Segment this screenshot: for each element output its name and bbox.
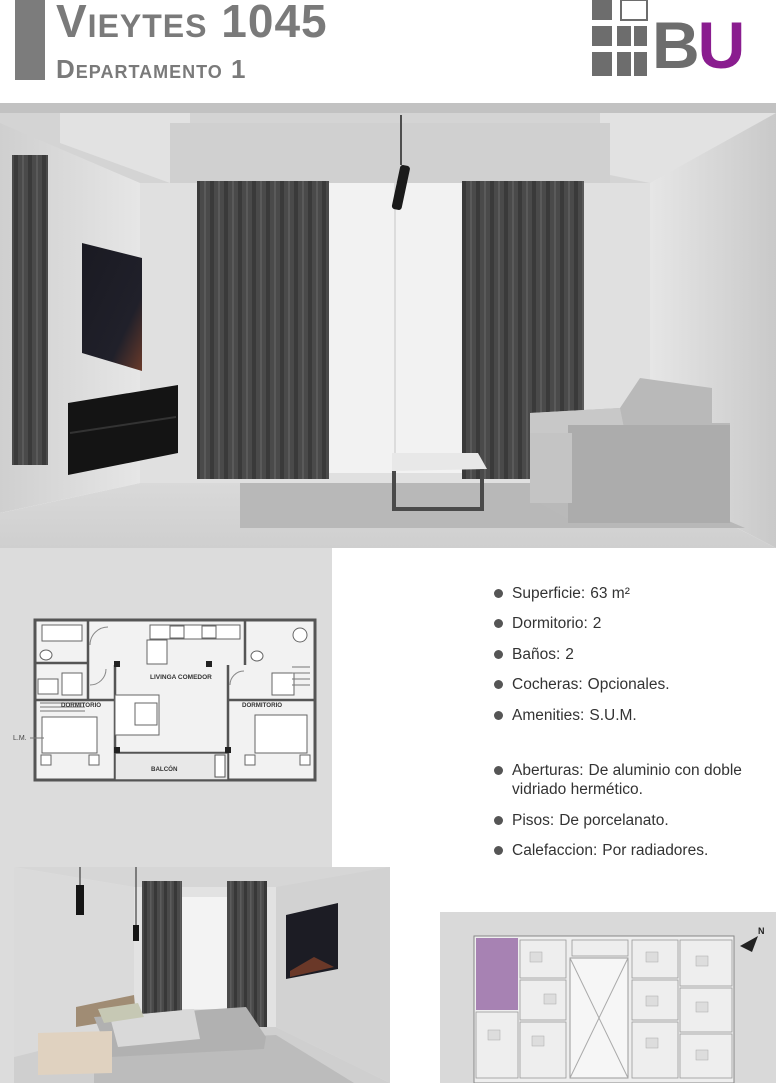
spec-item-surface: Superficie: 63 m² — [494, 584, 764, 603]
feature-item-floors: Pisos: De porcelanato. — [494, 811, 764, 830]
spec-item-bathrooms: Baños: 2 — [494, 645, 764, 664]
bullet-icon — [494, 846, 503, 855]
spec-item-bedrooms: Dormitorio: 2 — [494, 614, 764, 633]
feature-item-openings: Aberturas: De aluminio con doble vidriado hermético. — [494, 761, 764, 800]
room-label-living: LIVINGA COMEDOR — [150, 674, 212, 681]
bullet-icon — [494, 711, 503, 720]
page-subtitle: Departamento 1 — [56, 54, 247, 84]
bullet-icon — [494, 589, 503, 598]
bullet-icon — [494, 766, 503, 775]
specs-list — [494, 584, 764, 860]
room-label-bedroom-right: DORMITORIO — [242, 702, 283, 709]
bullet-icon — [494, 619, 503, 628]
floor-plan — [10, 605, 325, 790]
line-marker-label: L.M. — [13, 735, 27, 742]
feature-item-heating: Calefaccion: Por radiadores. — [494, 841, 764, 860]
bedroom-render — [14, 867, 390, 1083]
page-title: Vieytes 1045 — [56, 0, 328, 47]
header-accent-bar — [15, 0, 45, 80]
room-label-bedroom-left: DORMITORIO — [61, 702, 102, 709]
living-room-render — [0, 103, 776, 548]
brand-logo-text: BU — [652, 8, 744, 82]
highlighted-unit — [476, 938, 518, 1010]
north-label: N — [758, 926, 765, 936]
spec-item-amenities: Amenities: S.U.M. — [494, 706, 764, 725]
north-arrow-icon — [740, 936, 758, 952]
building-location-plan — [440, 912, 776, 1083]
bullet-icon — [494, 650, 503, 659]
bullet-icon — [494, 816, 503, 825]
spec-item-garages: Cocheras: Opcionales. — [494, 675, 764, 694]
room-label-balcony: BALCÓN — [151, 766, 178, 773]
bullet-icon — [494, 680, 503, 689]
